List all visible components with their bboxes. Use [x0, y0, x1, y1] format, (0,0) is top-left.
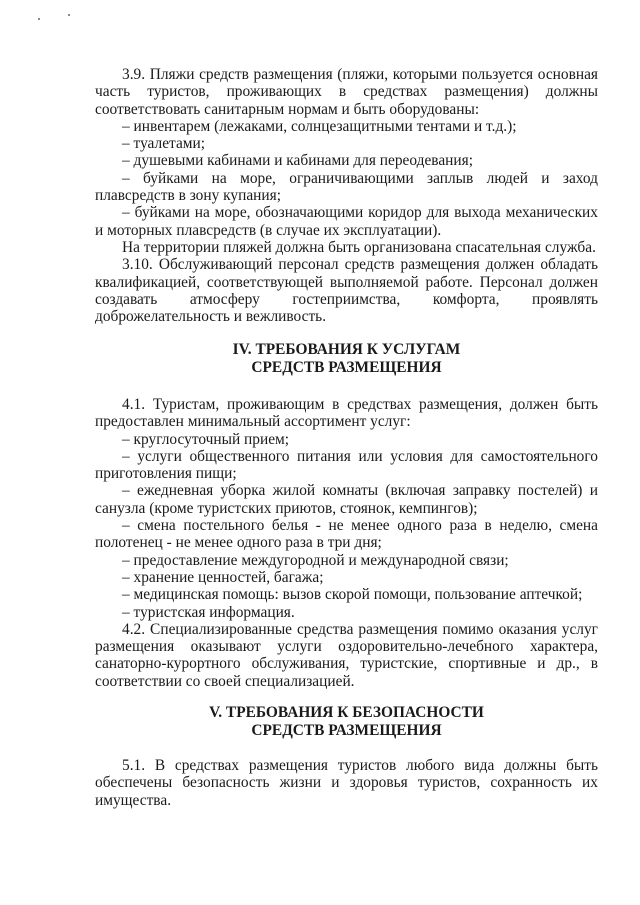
heading-line: СРЕДСТВ РАЗМЕЩЕНИЯ: [251, 359, 442, 376]
section-5-heading: [95, 704, 598, 740]
list-item: – туристская информация.: [122, 603, 295, 621]
paragraph-4-2: 4.2. Специализированные средства размещения помимо оказания услуг размещения оказывают услуги оздоровительно-лечебного характера, санаторно-курортного обслуживания, туристские, спортивные и др., в соответствии со своей специализацией.: [95, 620, 598, 690]
list-item: – хранение ценностей, багажа;: [122, 568, 324, 586]
paragraph-4-1: 4.1. Туристам, проживающим в средствах размещения, должен быть предоставлен минимальный ассортимент услуг:: [95, 396, 598, 431]
list-item: – буйками на море, обозначающими коридор для выхода механических и моторных плавсредств (в случае их эксплуатации).: [95, 204, 598, 239]
list-item: – услуги общественного питания или условия для самостоятельного приготовления пищи;: [95, 447, 598, 483]
list-item: – туалетами;: [122, 135, 206, 153]
heading-line: V. ТРЕБОВАНИЯ К БЕЗОПАСНОСТИ: [209, 704, 484, 721]
section-3-body: [95, 66, 598, 325]
list-item: – ежедневная уборка жилой комнаты (включая заправку постелей) и санузла (кроме туристских приютов, стоянок, кемпингов);: [95, 482, 598, 517]
paragraph-5-1: 5.1. В средствах размещения туристов любого вида должны быть обеспечены безопасность жизни и здоровья туристов, сохранность их имущества.: [95, 757, 598, 809]
paragraph-3-9: 3.9. Пляжи средств размещения (пляжи, которыми пользуется основная часть туристов, проживающих в средствах размещения) должны соответствовать санитарным нормам и быть оборудованы:: [95, 66, 598, 118]
section-5-body: [95, 757, 598, 809]
list-item: – предоставление междугородной и международной связи;: [122, 551, 509, 569]
list-item: – круглосуточный прием;: [122, 430, 290, 448]
paragraph: На территории пляжей должна быть организована спасательная служба.: [122, 238, 596, 256]
paragraph-3-10: 3.10. Обслуживающий персонал средств размещения должен обладать квалификацией, соответствующей выполняемой работе. Персонал должен создавать атмосферу гостеприимства, комфорта, проявлять доброжелательность и вежливость.: [95, 256, 598, 326]
heading-line: СРЕДСТВ РАЗМЕЩЕНИЯ: [251, 722, 442, 739]
scan-speck: [38, 18, 40, 20]
list-item: – буйками на море, ограничивающими заплыв людей и заход плавсредств в зону купания;: [95, 169, 598, 205]
list-item: – медицинская помощь: вызов скорой помощи, пользование аптечкой;: [122, 586, 583, 604]
section-4-body: [95, 396, 598, 690]
section-4-heading: [95, 341, 598, 377]
scan-speck: [68, 14, 70, 16]
list-item: – инвентарем (лежаками, солнцезащитными тентами и т.д.);: [122, 117, 517, 135]
heading-line: IV. ТРЕБОВАНИЯ К УСЛУГАМ: [232, 341, 461, 358]
list-item: – душевыми кабинами и кабинами для переодевания;: [122, 152, 474, 170]
list-item: – смена постельного белья - не менее одного раза в неделю, смена полотенец - не менее одного раза в три дня;: [95, 517, 598, 552]
